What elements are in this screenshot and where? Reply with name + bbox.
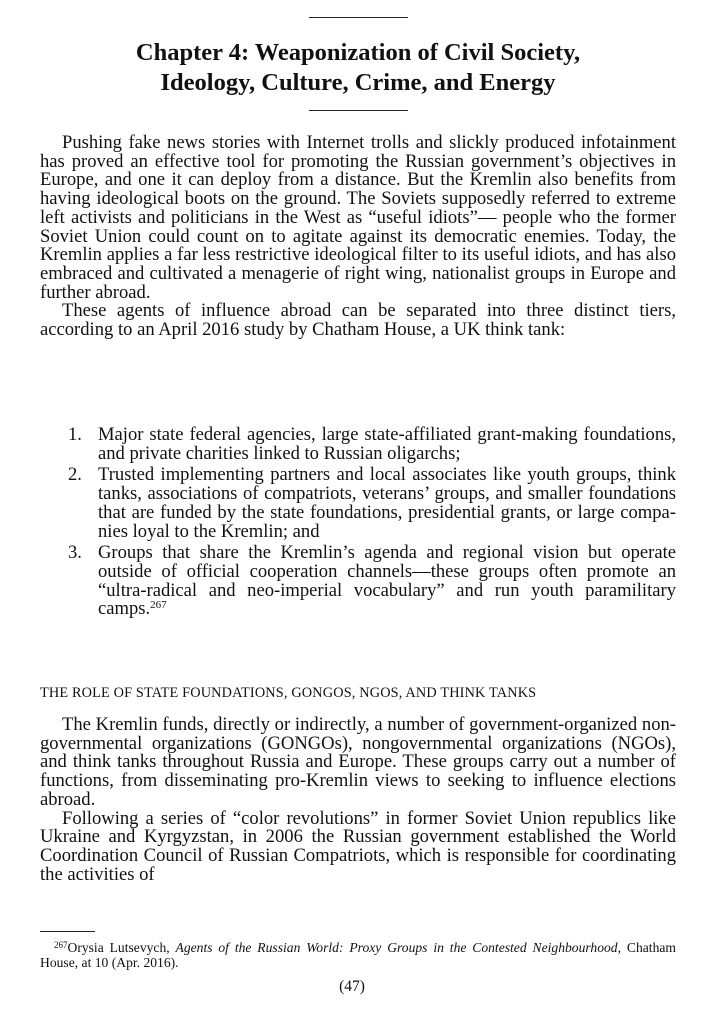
list-item	[40, 466, 676, 541]
list-item-text: Trusted implementing partners and local associates like youth groups, think tanks, associations of compatriots, veterans’ groups, and smaller foundations that are funded by the state foundations, presidential grants, or large companies loyal to the Kremlin; and	[98, 464, 676, 542]
footnote-number: 267	[54, 940, 68, 950]
list-item-text: Groups that share the Kremlin’s agenda and regional vision but operate outside of official cooperation channels—these groups often promote an “ultra-radical and neo-imperial vocabulary” and run youth paramilitary camps.	[98, 542, 676, 620]
chapter-title-line-1: Chapter 4: Weaponization of Civil Society,	[135, 39, 581, 66]
footnote	[40, 940, 676, 970]
footnote-reference[interactable]: 267	[150, 599, 167, 612]
section-text	[40, 716, 676, 884]
list-item-number: 3.	[68, 542, 82, 564]
section-heading: THE ROLE OF STATE FOUNDATIONS, GONGOS, NGOS, AND THINK TANKS	[40, 685, 537, 701]
list-item	[40, 544, 676, 619]
page-number: (47)	[339, 978, 365, 995]
paragraph: The Kremlin funds, directly or indirectly, a number of government-organized non-governmental organizations (GONGOs), nongovernmental organizations (NGOs), and think tanks throughout Russia and Europe. These groups carry out a number of functions, from disseminating pro-Kremlin views to seeking to influence elections abroad.	[40, 714, 676, 810]
list-item-number: 2.	[68, 464, 82, 486]
list-item-number: 1.	[68, 424, 82, 445]
footnote-title: Agents of the Russian World: Proxy Groups in the Contested Neighbourhood,	[175, 940, 622, 955]
footnote-source: Chatham House, at 10 (Apr. 2016).	[40, 940, 676, 970]
bottom-rule	[309, 110, 408, 111]
paragraph: Pushing fake news stories with Internet trolls and slickly produced infotainment has proved an effective tool for promoting the Russian government’s objectives in Europe, and one it can deploy from a distance. But the Kremlin also benefits from having ideological boots on the ground. The Soviets supposedly referred to extreme left activists and politicians in the West as “useful idiots”— people who the former Soviet Union could count on to agitate against its democratic enemies. Today, the Kremlin applies a far less restrictive ideological filter to its useful idiots, and has also embraced and cultivated a menagerie of right wing, nationalist groups in Europe and further abroad.	[40, 132, 676, 303]
chapter-title	[40, 38, 676, 98]
intro-text	[40, 134, 676, 340]
list-item-text: Major state federal agencies, large state-affiliated grant-making foundations, and private charities linked to Russian oligarchs;	[98, 424, 676, 464]
paragraph: Following a series of “color revolutions” in former Soviet Union republics like Ukraine and Kyrgyzstan, in 2006 the Russian government established the World Coordination Council of Russian Compatriots, which is responsible for coordinating the activities of	[40, 807, 676, 885]
tiers-list	[40, 426, 676, 619]
footnote-rule	[40, 931, 95, 932]
footnote-author: Orysia Lutsevych,	[67, 940, 170, 955]
top-rule	[309, 17, 408, 18]
chapter-title-line-2: Ideology, Culture, Crime, and Energy	[160, 69, 556, 96]
paragraph: These agents of influence abroad can be separated into three distinct tiers, according to an April 2016 study by Chatham House, a UK think tank:	[40, 300, 676, 341]
list-item	[40, 426, 676, 463]
